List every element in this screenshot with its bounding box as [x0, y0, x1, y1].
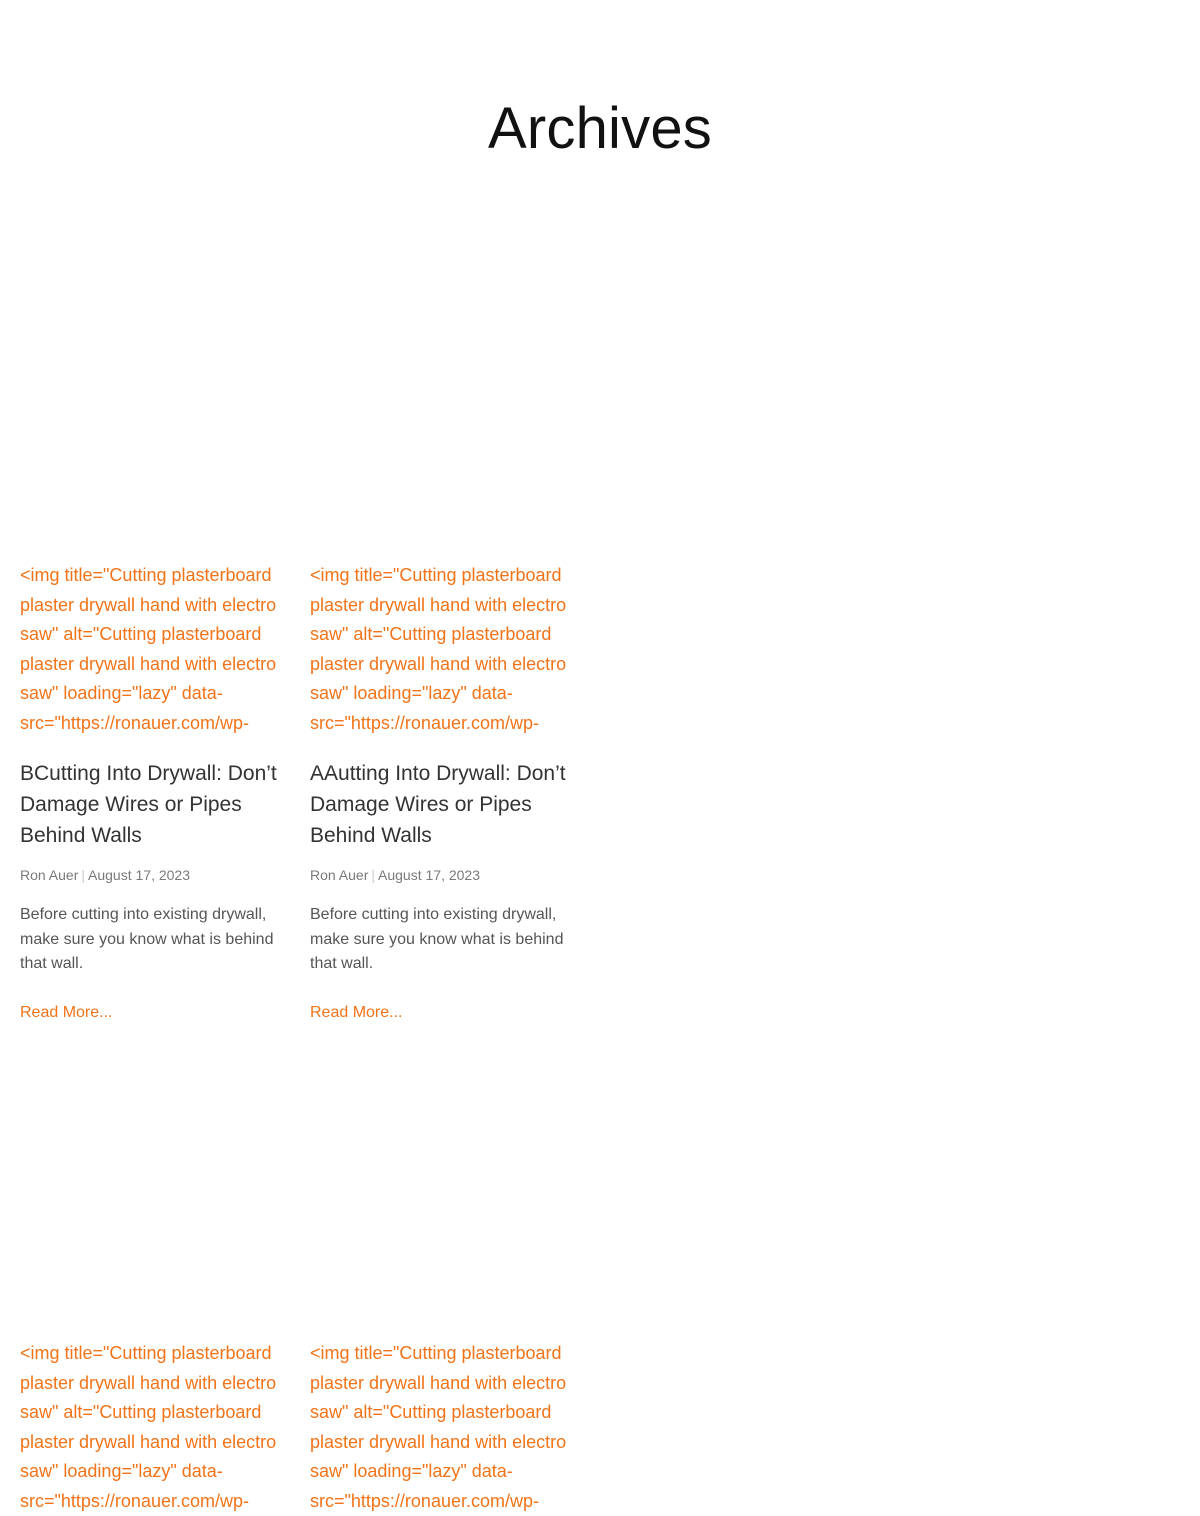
post-excerpt: Before cutting into existing drywall, make sure you know what is behind that wall. [20, 906, 274, 972]
post-card [20, 561, 288, 1025]
page-title: Archives [488, 96, 712, 161]
meta-separator: | [81, 867, 86, 883]
post-title-link[interactable]: BCutting Into Drywall: Don’t Damage Wires or Pipes Behind Walls [20, 762, 277, 847]
post-meta [20, 865, 288, 885]
meta-separator: | [371, 867, 376, 883]
post-image-link[interactable]: <img title="Cutting plasterboard plaster drywall hand with electro saw" alt="Cutting plasterboard plaster drywall hand with electro saw" loading="lazy" data-src="https://ronauer.com/wp- [310, 1343, 567, 1511]
post-author: Ron Auer [310, 867, 369, 883]
post-image-link[interactable]: <img title="Cutting plasterboard plaster drywall hand with electro saw" alt="Cutting plasterboard plaster drywall hand with electro saw" loading="lazy" data-src="https://ronauer.com/wp- [20, 565, 277, 733]
post-card [20, 1339, 288, 1511]
read-more-link[interactable]: Read More... [20, 1003, 113, 1021]
post-title-link[interactable]: AAutting Into Drywall: Don’t Damage Wires or Pipes Behind Walls [310, 762, 566, 847]
post-excerpt: Before cutting into existing drywall, make sure you know what is behind that wall. [310, 906, 564, 972]
post-date: August 17, 2023 [378, 867, 480, 883]
post-date: August 17, 2023 [88, 867, 190, 883]
post-card [310, 1339, 578, 1511]
post-image-link[interactable]: <img title="Cutting plasterboard plaster drywall hand with electro saw" alt="Cutting plasterboard plaster drywall hand with electro saw" loading="lazy" data-src="https://ronauer.com/wp- [310, 565, 567, 733]
read-more-link[interactable]: Read More... [310, 1003, 403, 1021]
post-author: Ron Auer [20, 867, 79, 883]
post-image-link[interactable]: <img title="Cutting plasterboard plaster drywall hand with electro saw" alt="Cutting plasterboard plaster drywall hand with electro saw" loading="lazy" data-src="https://ronauer.com/wp- [20, 1343, 277, 1511]
post-meta [310, 865, 578, 885]
post-card [310, 561, 578, 1025]
